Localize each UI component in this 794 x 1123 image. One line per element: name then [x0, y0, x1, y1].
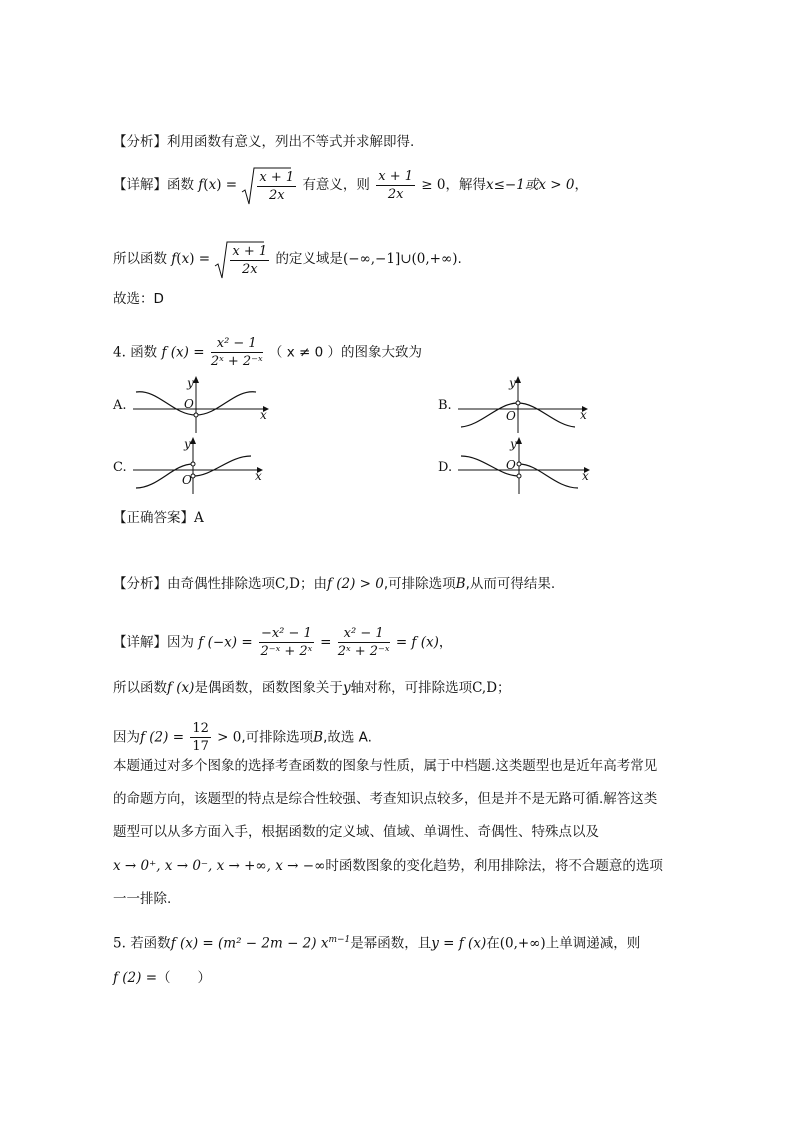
axis-y-label: y — [184, 437, 191, 451]
y-axis-ref: y — [342, 680, 351, 696]
comment-line-4 — [113, 856, 663, 876]
analysis-text-2: 由奇偶性排除选项 — [167, 576, 275, 592]
option-b-ref: B — [455, 576, 466, 592]
options-cd-2: C,D — [472, 680, 498, 696]
question-5-number: 5. — [113, 935, 126, 952]
radical-sign-2 — [214, 240, 434, 284]
detail-line-4 — [113, 720, 372, 755]
even-fx: f (x) — [167, 680, 195, 696]
fraction-denominator: 2x — [268, 188, 285, 203]
origin-label: O — [182, 473, 192, 487]
inequality: ≥ 0 — [421, 177, 446, 193]
f-x: = f (x) — [395, 634, 439, 651]
denominator-2: 2ˣ + 2⁻ˣ — [337, 644, 390, 659]
detail-text: 函数 — [167, 177, 194, 193]
f-minus-x: f (−x) = — [198, 634, 253, 651]
analysis-text: 利用函数有意义，列出不等式并求解即得. — [167, 134, 415, 150]
f2-text-1: 因为 — [113, 729, 140, 746]
radical-sign — [241, 166, 461, 210]
fraction-numerator-3: x + 1 — [232, 244, 268, 259]
detail-heading: 【详解】 — [113, 177, 167, 193]
f2-condition: f (2) > 0 — [326, 576, 384, 592]
even-text-1: 所以函数 — [113, 680, 167, 696]
domain-value: (−∞,−1]∪(0,+∞) — [342, 251, 458, 267]
detail-line-1: 【详解】函数 f(x) = $\frac{x + 1}{2x}$ 有意义，则 $\frac{x + 1}{2x}$ ≥ 0，解得x≤−1或x > 0， — [113, 166, 588, 204]
numerator-1: −x² − 1 — [260, 626, 312, 641]
analysis-heading: 【分析】 — [113, 134, 167, 150]
f2-denominator: 17 — [192, 739, 209, 754]
question-5 — [113, 930, 640, 954]
choice-line — [113, 289, 164, 309]
fraction-numerator: x + 1 — [259, 170, 295, 185]
solution-1: x≤−1或 — [486, 177, 539, 193]
analysis-line-1 — [113, 132, 414, 152]
answer-line — [113, 508, 204, 528]
question-function: f (x) = — [161, 344, 205, 361]
fraction-denominator-3: 2x — [241, 262, 258, 277]
question-5-line-2 — [113, 968, 211, 988]
sqrt-expression — [241, 166, 298, 204]
origin-label: O — [184, 397, 194, 411]
analysis-heading-2: 【分析】 — [113, 576, 167, 592]
question-number: 4. — [113, 344, 126, 361]
limit-expressions: x → 0⁺, x → 0⁻, x → +∞, x → −∞ — [113, 858, 326, 874]
question-denominator: 2ˣ + 2⁻ˣ — [210, 354, 263, 369]
detail-line-3 — [113, 678, 511, 698]
detail-text-2: 有意义，则 — [302, 177, 370, 193]
detail-heading-2: 【详解】 — [113, 634, 167, 651]
equals-sign: = — [320, 634, 332, 651]
q5-f2: f (2) = — [113, 970, 158, 986]
axis-y-label: y — [509, 376, 516, 390]
solution-2: x > 0 — [538, 177, 575, 193]
q5-interval: (0,+∞) — [499, 935, 546, 952]
comment-line-5: 一一排除. — [113, 891, 172, 907]
analysis-text-5: ,从而可得结果. — [465, 576, 556, 592]
axis-x-label: x — [260, 408, 267, 422]
graph-a — [133, 375, 273, 435]
answer-heading: 【正确答案】 — [113, 510, 194, 526]
graph-b — [458, 375, 598, 435]
detail-text-3: ，解得 — [445, 177, 486, 193]
comment-text-4: 时函数图象的变化趋势，利用排除法，将不合题意的选项 — [325, 858, 663, 874]
even-text-2: 是偶函数，函数图象关于 — [194, 680, 343, 696]
f2-gt-zero: > 0 — [217, 729, 242, 746]
f2-numerator: 12 — [192, 721, 209, 736]
axis-x-label: x — [582, 469, 589, 483]
comment-line-1: 本题通过对多个图象的选择考查函数的图象与性质，属于中档题.这类题型也是近年高考常见 — [113, 758, 658, 774]
q5-function: f (x) = (m² − 2m − 2) x — [170, 935, 329, 952]
q5-text-2: 是幂函数，且 — [350, 935, 432, 952]
analysis-line-2 — [113, 574, 555, 594]
f2-text-2: ,可排除选项 — [241, 729, 314, 746]
f2-text-3: ,故选 A. — [323, 729, 372, 746]
q5-exponent: m−1 — [328, 935, 351, 945]
numerator-2: x² − 1 — [338, 625, 390, 643]
q5-yfx: y = f (x) — [431, 935, 487, 952]
fraction-numerator-2: x + 1 — [378, 168, 413, 184]
graph-d — [458, 436, 598, 496]
answer-value: A — [194, 510, 204, 526]
denominator-1: 2⁻ˣ + 2ˣ — [260, 644, 313, 659]
domain-text-2: 的定义域是 — [275, 251, 343, 267]
graph-c — [133, 436, 273, 496]
origin-label: O — [506, 409, 516, 423]
even-text-4: ； — [497, 680, 511, 696]
comma-2: ， — [438, 634, 453, 651]
axis-y-label: y — [187, 376, 194, 390]
axis-x-label: x — [255, 469, 262, 483]
question-4 — [113, 335, 422, 370]
q5-text-1: 若函数 — [130, 935, 171, 952]
comma: ， — [574, 177, 588, 193]
function-var: x — [208, 177, 217, 193]
analysis-text-4: ,可排除选项 — [383, 576, 456, 592]
answer-blank: （ ） — [157, 970, 212, 986]
choice-text: 故选：D — [113, 291, 164, 307]
q5-text-3: 在 — [486, 935, 500, 952]
detail-line-2 — [113, 625, 452, 660]
analysis-text-3: ；由 — [299, 576, 327, 592]
question-text: 函数 — [130, 344, 158, 361]
option-b-ref-2: B — [313, 729, 324, 746]
detail-text-4: 因为 — [167, 634, 194, 651]
origin-label: O — [506, 458, 516, 472]
option-b-label: B. — [438, 398, 452, 413]
option-a-label: A. — [113, 398, 127, 413]
fraction-denominator-2: 2x — [387, 186, 404, 202]
comment-line-3: 题型可以从多方面入手，根据函数的定义域、值域、单调性、奇偶性、特殊点以及 — [113, 824, 599, 840]
comment-line-2: 的命题方向，该题型的特点是综合性较强、考查知识点较多，但是并不是无路可循.解答这类 — [113, 791, 658, 807]
axis-x-label: x — [580, 408, 587, 422]
options-cd: C,D — [275, 576, 300, 592]
axis-y-label: y — [510, 437, 517, 451]
question-numerator: x² − 1 — [211, 335, 263, 353]
option-c-label: C. — [113, 460, 127, 475]
question-condition: （ x ≠ 0 ）的图象大致为 — [268, 344, 422, 361]
sqrt-expression-2 — [214, 240, 271, 278]
function-name: f — [198, 177, 204, 193]
even-text-3: 轴对称，可排除选项 — [350, 680, 473, 696]
option-d-label: D. — [438, 460, 453, 475]
period: . — [457, 251, 462, 267]
domain-line: 所以函数 f(x) = $\frac{x + 1}{2x}$ 的定义域是(−∞,−1]∪(0,+∞). — [113, 240, 462, 278]
domain-text-1: 所以函数 — [113, 251, 167, 267]
f2-expr: f (2) = — [140, 729, 185, 746]
q5-text-4: 上单调递减，则 — [545, 935, 641, 952]
